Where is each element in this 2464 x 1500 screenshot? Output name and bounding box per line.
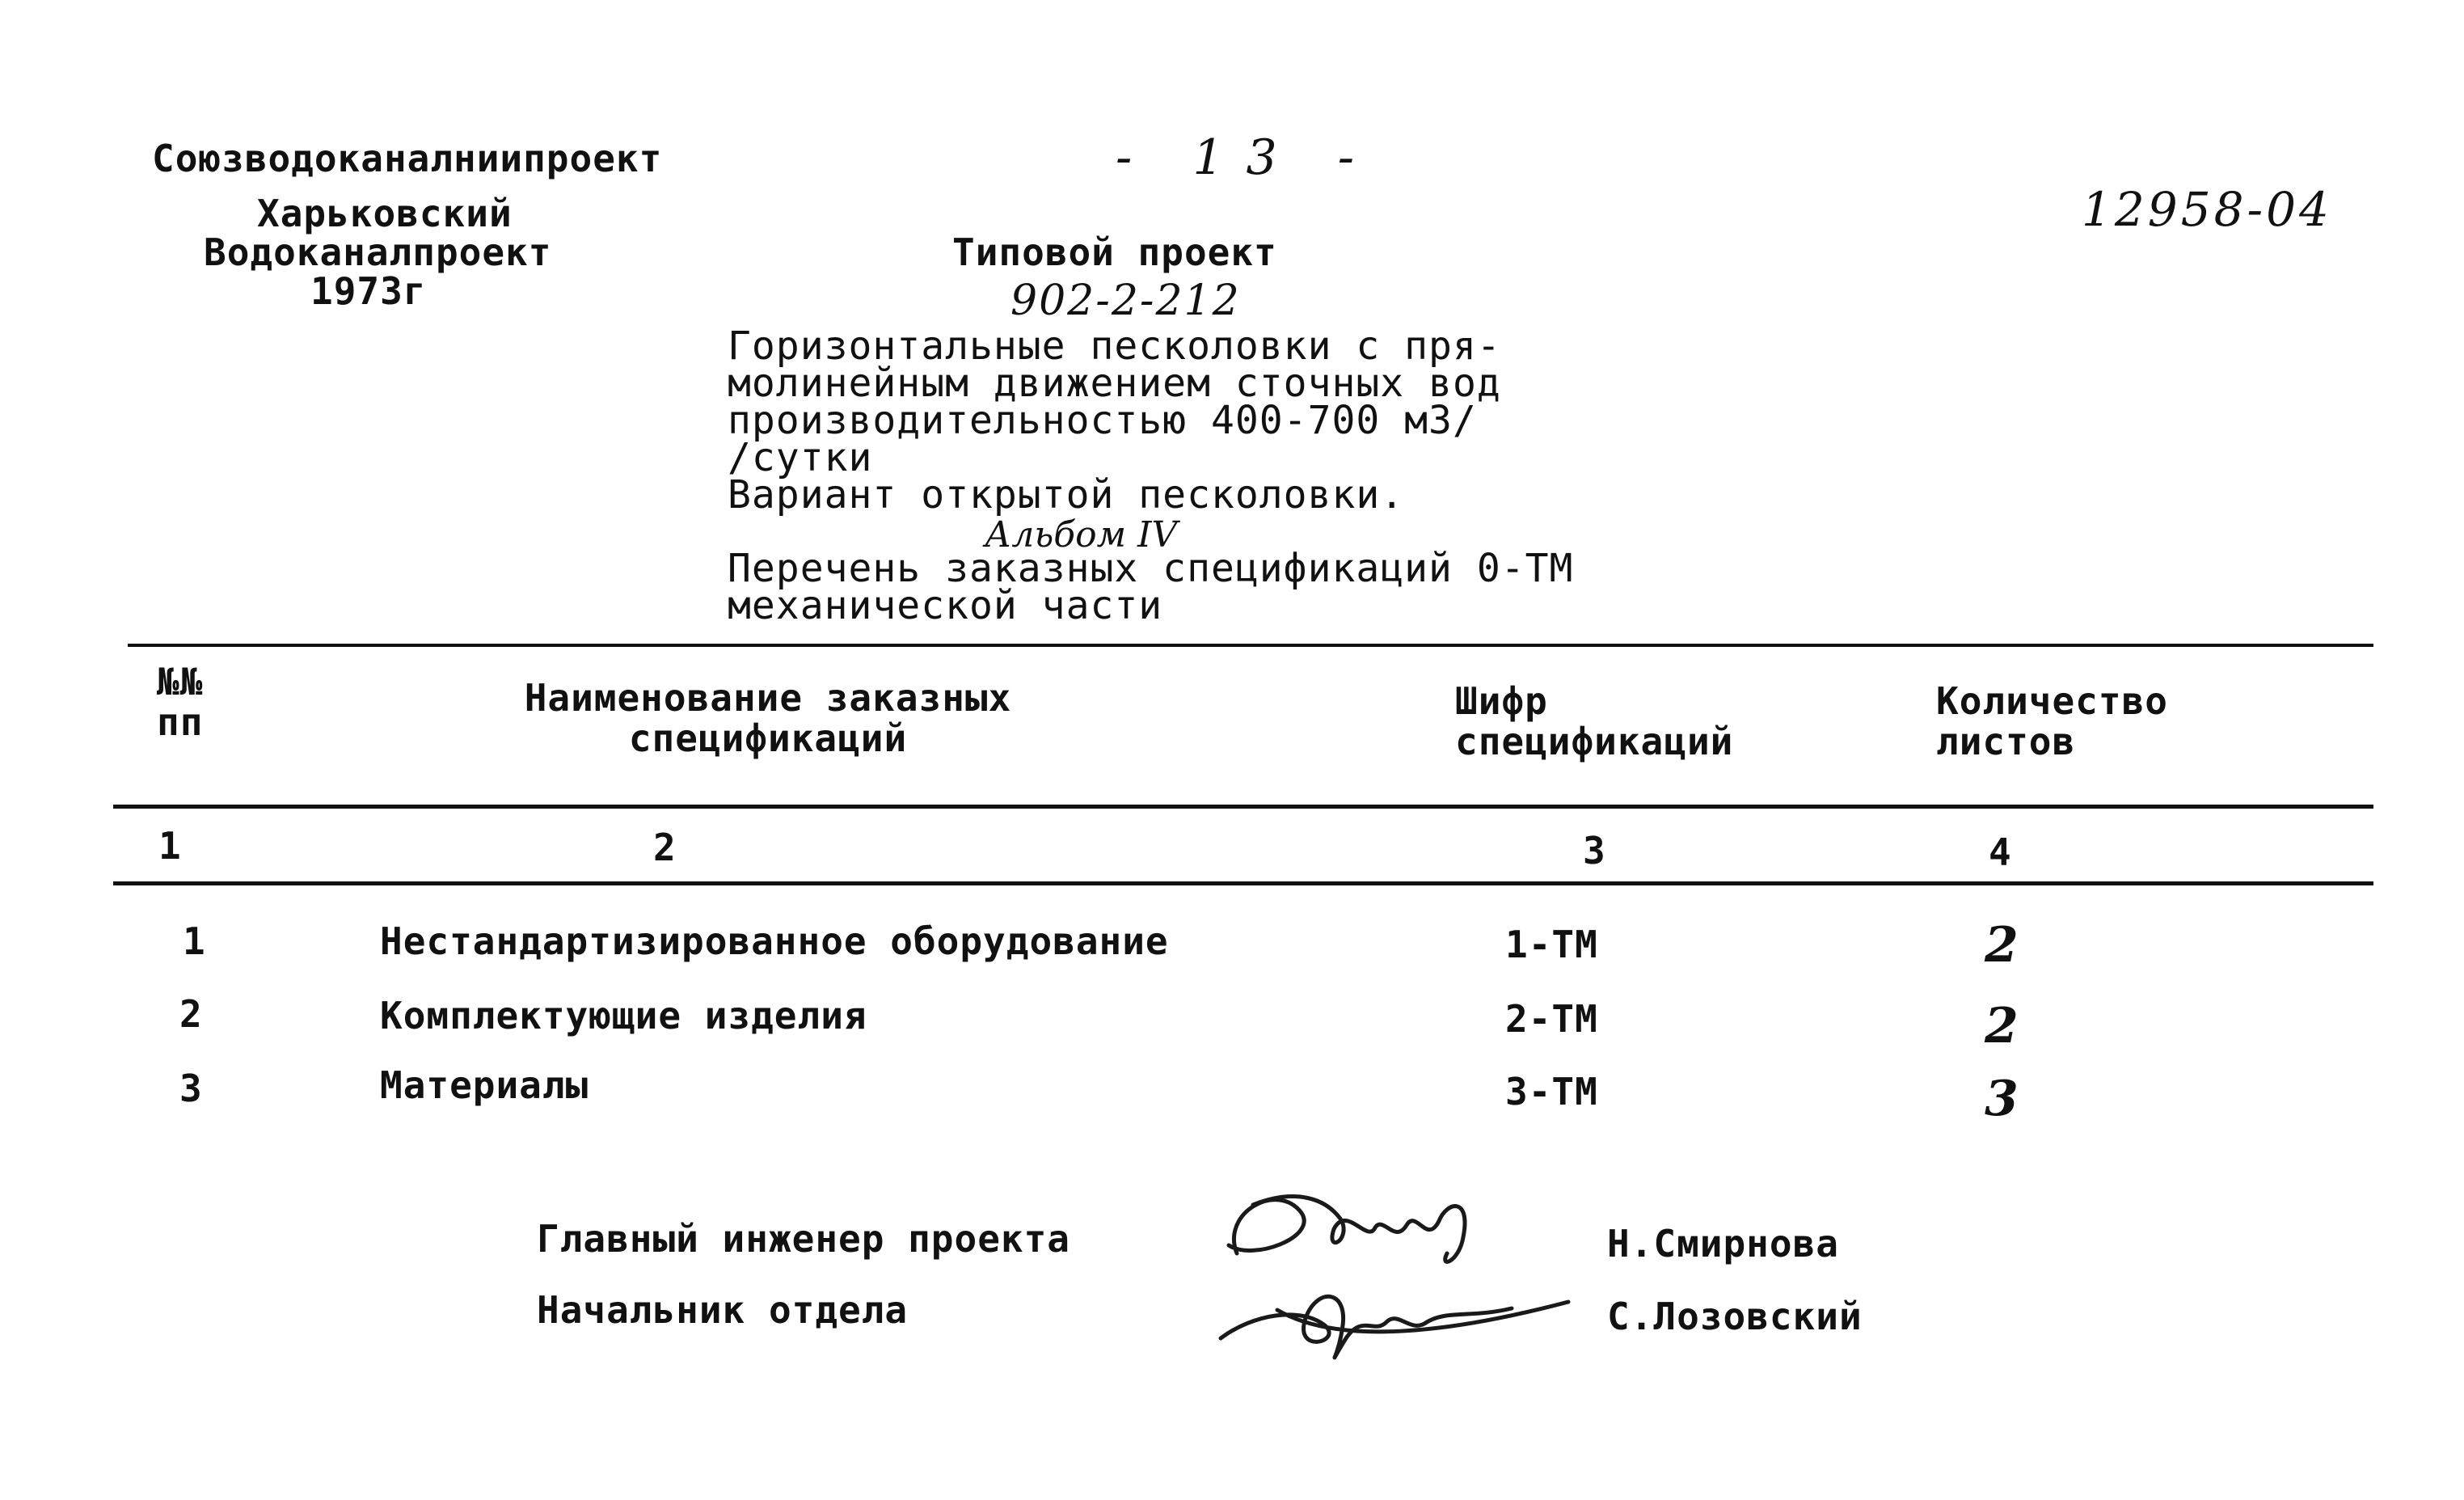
table-numbering-rule bbox=[113, 881, 2373, 885]
column-number-2: 2 bbox=[653, 826, 677, 869]
row-code: 2-ТМ bbox=[1505, 997, 1598, 1041]
organization-city: Харьковский bbox=[257, 192, 513, 235]
project-title-line-2: молинейным движением сточных вод bbox=[728, 361, 1501, 406]
row-name: Материалы bbox=[380, 1063, 589, 1107]
department-head-name: С.Лозовский bbox=[1607, 1295, 1863, 1338]
row-num: 3 bbox=[179, 1067, 203, 1110]
row-name: Комплектующие изделия bbox=[380, 994, 867, 1037]
list-subtitle-line-1: Перечень заказных спецификаций 0-ТМ bbox=[728, 546, 1574, 591]
row-sheets: 2 bbox=[1985, 917, 2019, 974]
organization-institute: Водоканалпроект bbox=[204, 230, 552, 274]
department-head-title: Начальник отдела bbox=[537, 1288, 909, 1332]
page-number: - 13 - bbox=[1116, 129, 1378, 186]
table-header-rule bbox=[113, 805, 2373, 809]
row-sheets: 2 bbox=[1985, 998, 2019, 1054]
column-number-4: 4 bbox=[1989, 830, 2012, 874]
chief-engineer-name: Н.Смирнова bbox=[1607, 1222, 1839, 1265]
table-header-num: №№ пп bbox=[157, 660, 204, 744]
table-header-sheets: Количество листов bbox=[1936, 679, 2168, 763]
row-name: Нестандартизированное оборудование bbox=[380, 919, 1169, 963]
table-header-code: Шифр спецификаций bbox=[1455, 679, 1734, 763]
organization-year: 1973г bbox=[310, 269, 427, 313]
table-header-name: Наименование заказных спецификаций bbox=[524, 676, 1012, 760]
row-num: 2 bbox=[179, 992, 203, 1036]
list-subtitle-line-2: механической части bbox=[728, 583, 1163, 628]
organization-name: Союзводоканалниипроект bbox=[152, 137, 663, 180]
row-code: 3-ТМ bbox=[1505, 1070, 1598, 1113]
department-head-signature bbox=[1221, 1296, 1568, 1358]
signatures-drawing bbox=[1205, 1164, 1593, 1375]
table-top-rule bbox=[128, 644, 2373, 647]
project-code: 902-2-212 bbox=[1010, 277, 1241, 325]
project-type-label: Типовой проект bbox=[952, 230, 1277, 274]
project-title-line-5: Вариант открытой песколовки. bbox=[728, 472, 1405, 518]
project-title-line-3: производительностью 400-700 м3/ bbox=[728, 398, 1477, 443]
row-sheets: 3 bbox=[1985, 1071, 2019, 1127]
project-title-line-1: Горизонтальные песколовки с пря- bbox=[728, 323, 1501, 369]
row-num: 1 bbox=[183, 919, 206, 963]
project-title-line-4: /сутки bbox=[728, 435, 873, 480]
album-number: Альбом IV bbox=[985, 514, 1178, 556]
chief-engineer-signature bbox=[1229, 1197, 1465, 1262]
row-code: 1-ТМ bbox=[1505, 923, 1598, 966]
archive-number: 12958-04 bbox=[2082, 182, 2332, 237]
chief-engineer-title: Главный инженер проекта bbox=[537, 1217, 1070, 1261]
list-subtitle bbox=[728, 546, 1574, 628]
project-title bbox=[728, 323, 1501, 518]
column-number-3: 3 bbox=[1583, 829, 1606, 873]
column-number-1: 1 bbox=[158, 824, 182, 868]
